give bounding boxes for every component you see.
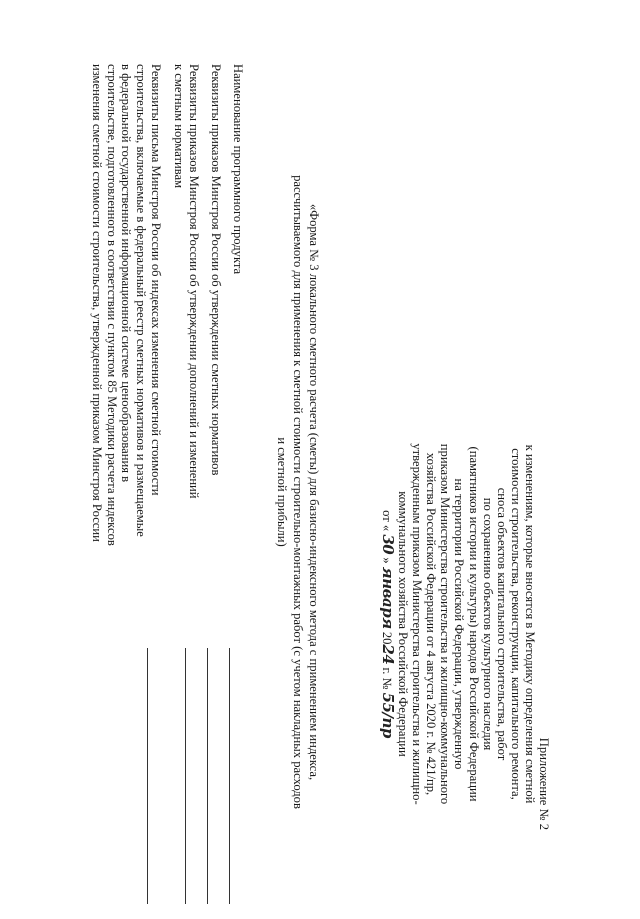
fill-in-line	[185, 648, 186, 904]
approval-line-7: приказом Министерства строительства и жилищно-коммунального	[438, 443, 453, 805]
date-prefix: от «	[379, 510, 394, 532]
requisite-text: Реквизиты письма Минстроя России об индексах изменения сметной стоимости	[149, 64, 163, 496]
approval-line-2: стоимости строительства, реконструкции, капитального ремонта,	[508, 448, 523, 800]
approval-line-1: к изменениям, которые вносятся в Методику определения сметной	[522, 444, 537, 804]
requisite-text: Реквизиты приказов Минстроя России об утверждении сметных нормативов	[209, 64, 223, 476]
requisite-text: в федеральной государственной информационной системе ценообразования в	[119, 64, 134, 483]
requisite-text: Наименование программного продукта	[231, 64, 245, 275]
approval-line-8: хозяйства Российской Федерации от 4 августа 2020 г. № 421/пр,	[424, 452, 439, 796]
requisite-text: к сметным нормативам	[172, 64, 187, 189]
form-title	[272, 72, 320, 912]
date-year-prefix: 20	[379, 631, 394, 645]
form-title-line-2: рассчитываемого для применения к сметной стоимости строительно-монтажных работ (с учетом накладных расходов	[291, 175, 305, 809]
form-title-line-1: «Форма № 3 локального сметного расчета (сметы) для базисно-индексного метода с применением индекса,	[307, 203, 321, 781]
approval-block	[378, 352, 551, 896]
approval-line-9: утвержденным приказом Министерства строительства и жилищно-	[410, 443, 425, 805]
fill-in-line	[229, 648, 230, 904]
approval-line-6: на территории Российской Федерации, утвержденную	[452, 478, 467, 770]
approval-date-line	[378, 352, 397, 896]
requisite-text: строительстве, подготовленного в соответствии с пунктом 85 Методики расчета индексов	[104, 64, 119, 546]
requisite-label	[170, 64, 200, 584]
appendix-heading: Приложение № 2	[537, 737, 551, 830]
date-day-handwritten: 30	[378, 534, 397, 555]
requisite-text: изменения сметной стоимости строительства, утвержденной приказом Минстроя России	[89, 64, 104, 542]
approval-line-5: (памятников истории и культуры) народов Российской Федерации	[466, 446, 481, 802]
approval-line-3: сноса объектов капитального строительства, работ	[494, 487, 509, 761]
number-prefix: г. №	[379, 667, 394, 690]
requisite-text: Реквизиты приказов Минстроя России об утверждении дополнений и изменений	[187, 64, 201, 499]
date-mid: »	[379, 557, 394, 564]
requisite-text: строительства, включаемые в федеральный реестр сметных нормативов и размещаемые	[134, 64, 149, 537]
requisite-label	[88, 64, 162, 584]
approval-line-10: коммунального хозяйства Российской Федерации	[396, 491, 411, 757]
fill-in-line	[147, 648, 148, 904]
form-title-line-3: и сметной прибыли)	[275, 437, 289, 547]
date-year-handwritten: 24	[378, 644, 397, 665]
fill-in-line	[207, 648, 208, 904]
approval-line-4: по сохранению объектов культурного наследия	[480, 497, 495, 751]
order-number-handwritten: 55/пр	[378, 692, 397, 738]
date-month-handwritten: января	[378, 566, 397, 629]
requisite-label	[229, 64, 244, 584]
requisite-label	[207, 64, 222, 584]
